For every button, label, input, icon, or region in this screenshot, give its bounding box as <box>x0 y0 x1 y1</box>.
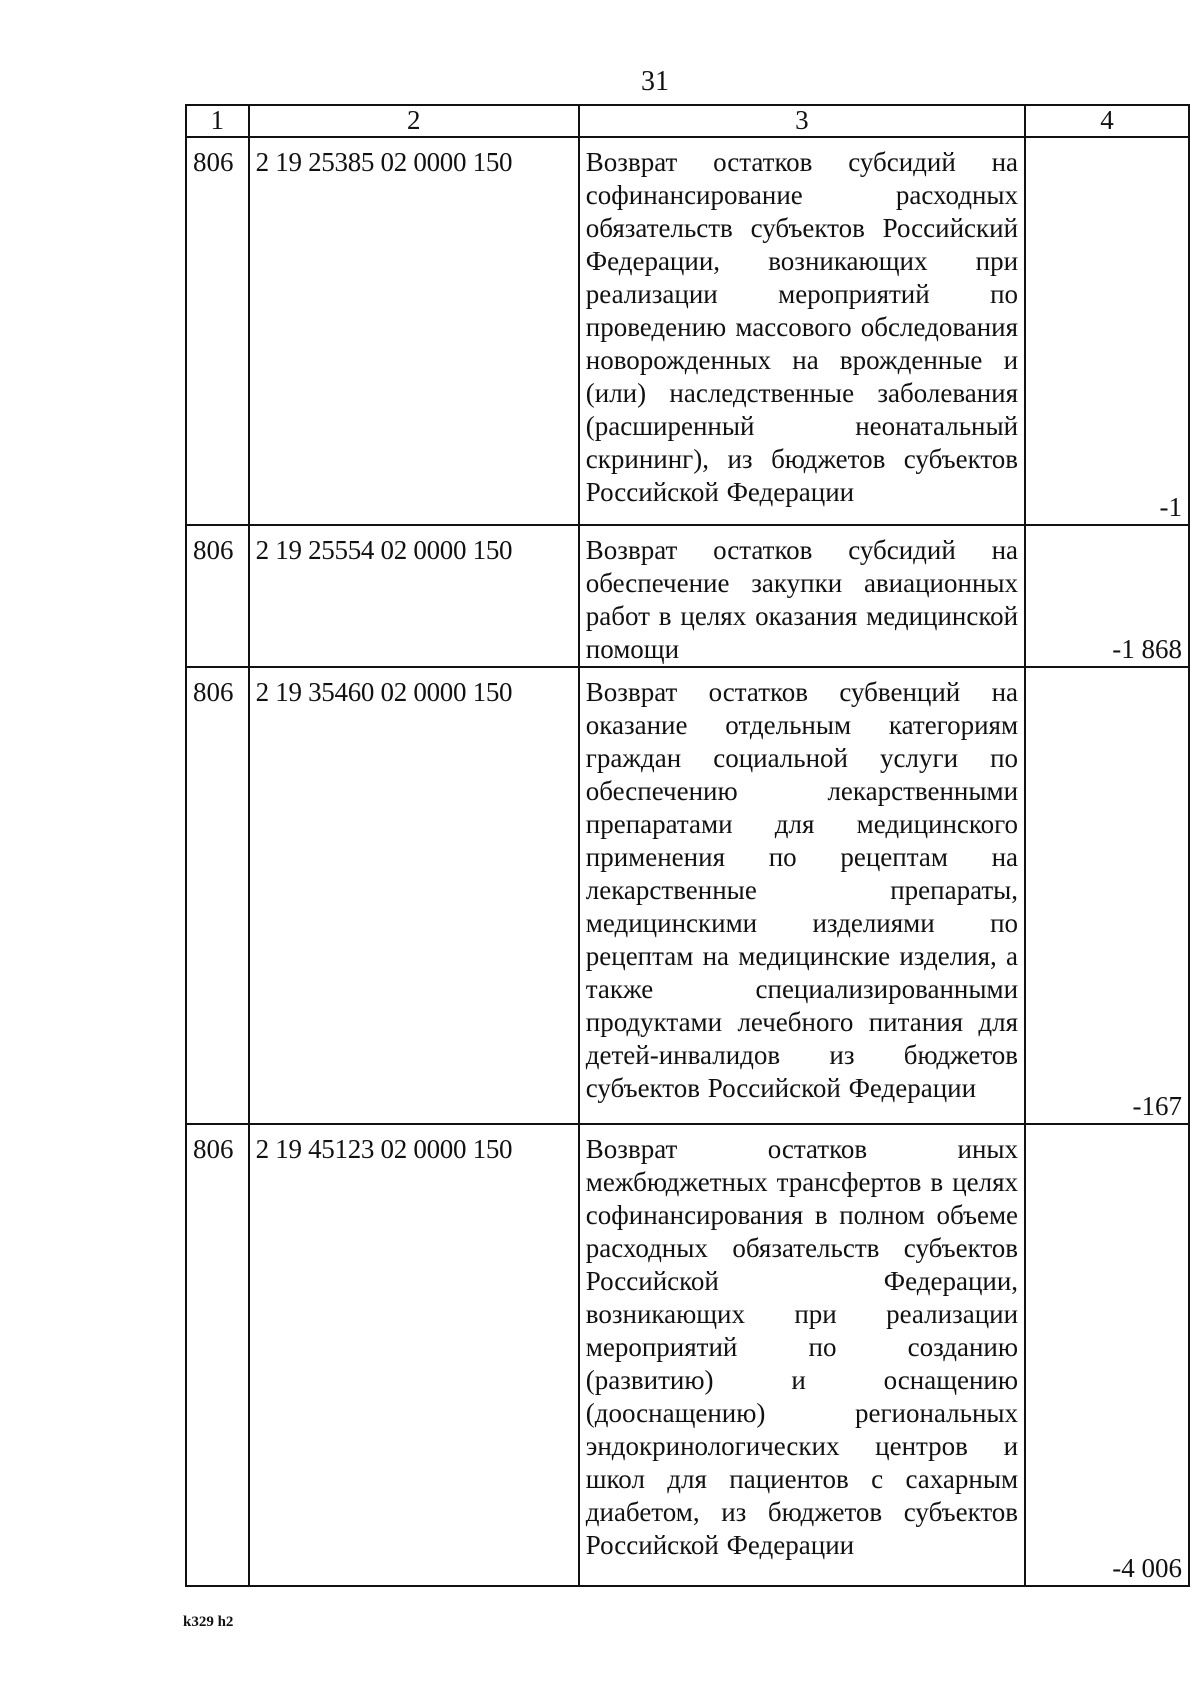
budget-code-cell: 2 19 45123 02 0000 150 <box>249 1124 579 1586</box>
description-cell: Возврат остатков субсидий на софинансирование расходных обязательств субъектов Российский Федерации, возникающих при реализации мероприятий по проведению массового обследования новорожденных на врожденные и (или) наследственные заболевания (расширенный неонатальный скрининг), из бюджетов субъектов Российской Федерации <box>579 137 1025 525</box>
page-number: 31 <box>641 66 669 97</box>
table-row <box>186 1124 1189 1586</box>
description-cell: Возврат остатков субсидий на обеспечение закупки авиационных работ в целях оказания медицинской помощи <box>579 525 1025 667</box>
budget-code-cell: 2 19 25385 02 0000 150 <box>249 137 579 525</box>
amount-cell: -167 <box>1025 667 1189 1124</box>
header-cell-2: 2 <box>249 105 579 137</box>
amount-cell: -1 868 <box>1025 525 1189 667</box>
org-code-cell: 806 <box>186 1124 249 1586</box>
amount-cell: -1 <box>1025 137 1189 525</box>
budget-code-cell: 2 19 35460 02 0000 150 <box>249 667 579 1124</box>
budget-table <box>185 104 1190 1587</box>
table-header-row <box>186 105 1189 137</box>
org-code-cell: 806 <box>186 137 249 525</box>
header-cell-4: 4 <box>1025 105 1189 137</box>
header-cell-3: 3 <box>579 105 1025 137</box>
description-cell: Возврат остатков иных межбюджетных трансфертов в целях софинансирования в полном объеме расходных обязательств субъектов Российской Федерации, возникающих при реализации мероприятий по созданию (развитию) и оснащению (дооснащению) региональных эндокринологических центров и школ для пациентов с сахарным диабетом, из бюджетов субъектов Российской Федерации <box>579 1124 1025 1586</box>
table-row <box>186 525 1189 667</box>
header-cell-1: 1 <box>186 105 249 137</box>
org-code-cell: 806 <box>186 667 249 1124</box>
table-row <box>186 667 1189 1124</box>
budget-code-cell: 2 19 25554 02 0000 150 <box>249 525 579 667</box>
footer-mark: k329 h2 <box>183 1614 234 1630</box>
description-cell: Возврат остатков субвенций на оказание отдельным категориям граждан социальной услуги по обеспечению лекарственными препаратами для медицинского применения по рецептам на лекарственные препараты, медицинскими изделиями по рецептам на медицинские изделия, а также специализированными продуктами лечебного питания для детей-инвалидов из бюджетов субъектов Российской Федерации <box>579 667 1025 1124</box>
org-code-cell: 806 <box>186 525 249 667</box>
table-row <box>186 137 1189 525</box>
amount-cell: -4 006 <box>1025 1124 1189 1586</box>
